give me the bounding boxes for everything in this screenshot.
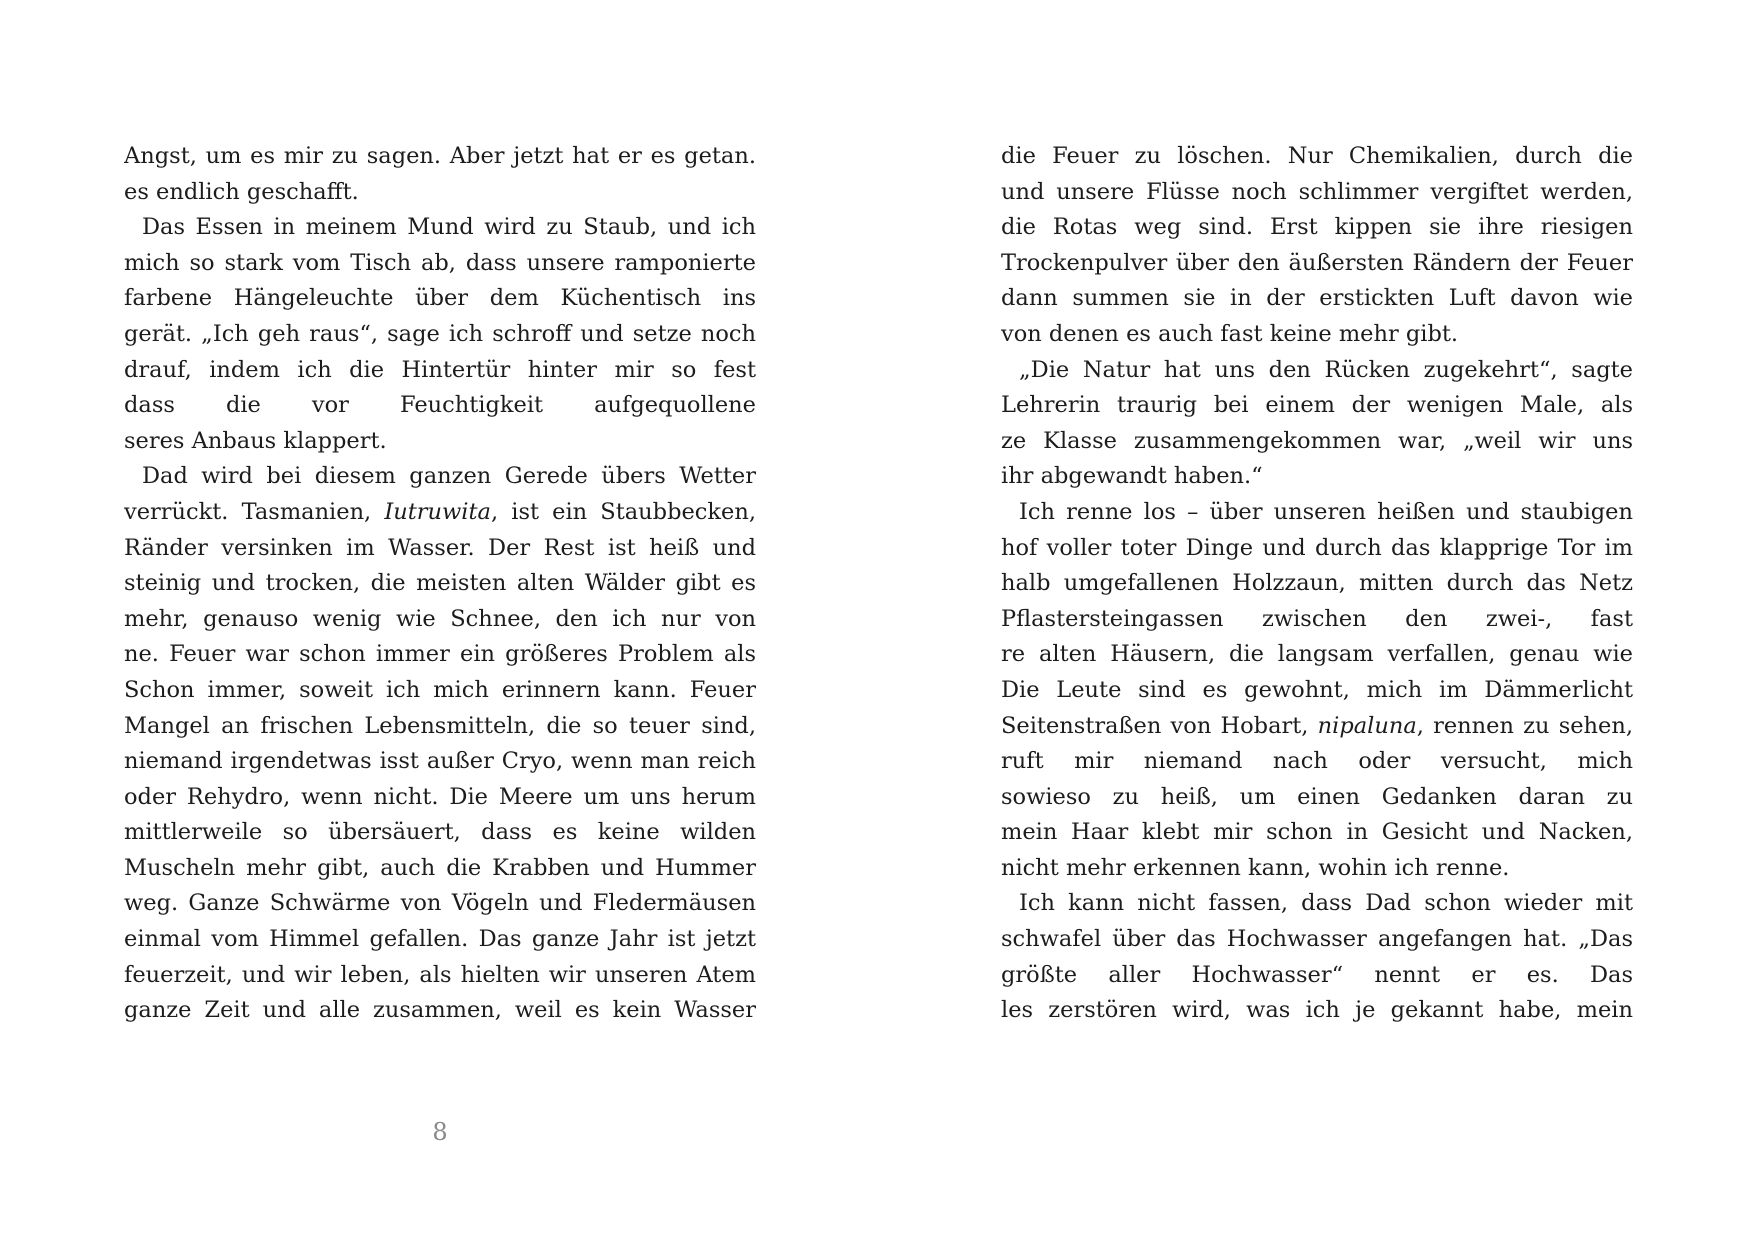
text-line: ganze Zeit und alle zusammen, weil es kein Wasser bbox=[124, 997, 756, 1024]
text-line: halb umgefallenen Holzzaun, mitten durch das Netz bbox=[1001, 570, 1633, 597]
text-line: Pflastersteingassen zwischen den zwei-, fast bbox=[1001, 605, 1633, 632]
text-line: verrückt. Tasmanien, Iutruwita, ist ein Staubbecken, bbox=[124, 498, 756, 525]
text-line: „Die Natur hat uns den Rücken zugekehrt“, sagte bbox=[1019, 356, 1633, 383]
text-line: weg. Ganze Schwärme von Vögeln und Fledermäusen bbox=[124, 890, 756, 917]
text-line: sowieso zu heiß, um einen Gedanken daran zu bbox=[1001, 783, 1633, 810]
text-line: dass die vor Feuchtigkeit aufgequollene bbox=[124, 392, 756, 419]
text-line: dann summen sie in der erstickten Luft davon wie bbox=[1001, 285, 1633, 312]
text-line: feuerzeit, und wir leben, als hielten wir unseren Atem bbox=[124, 961, 756, 988]
text-line: einmal vom Himmel gefallen. Das ganze Jahr ist jetzt bbox=[124, 926, 756, 953]
text-line: drauf, indem ich die Hintertür hinter mir so fest bbox=[124, 356, 756, 383]
text-line: gerät. „Ich geh raus“, sage ich schroff und setze noch bbox=[124, 320, 756, 347]
left-page-text bbox=[124, 139, 756, 1029]
right-page bbox=[874, 0, 1748, 1240]
text-line: schwafel über das Hochwasser angefangen hat. „Das bbox=[1001, 926, 1633, 953]
text-line: mein Haar klebt mir schon in Gesicht und Nacken, bbox=[1001, 819, 1633, 846]
text-line: seres Anbaus klappert. bbox=[124, 427, 387, 454]
text-line: re alten Häusern, die langsam verfallen, genau wie bbox=[1001, 641, 1633, 668]
right-page-text bbox=[1001, 139, 1633, 1029]
text-line: die Rotas weg sind. Erst kippen sie ihre riesigen bbox=[1001, 214, 1633, 241]
text-line: Dad wird bei diesem ganzen Gerede übers Wetter bbox=[142, 463, 756, 490]
text-line: hof voller toter Dinge und durch das klapprige Tor im bbox=[1001, 534, 1633, 561]
text-line: Schon immer, soweit ich mich erinnern kann. Feuer bbox=[124, 676, 756, 703]
text-line: von denen es auch fast keine mehr gibt. bbox=[1001, 320, 1459, 347]
text-line: ruft mir niemand nach oder versucht, mich bbox=[1001, 748, 1633, 775]
text-line: ze Klasse zusammengekommen war, „weil wir uns bbox=[1001, 427, 1633, 454]
text-line: Ränder versinken im Wasser. Der Rest ist heiß und bbox=[124, 534, 756, 561]
text-line: die Feuer zu löschen. Nur Chemikalien, durch die bbox=[1001, 143, 1633, 169]
text-line: ne. Feuer war schon immer ein größeres Problem als bbox=[124, 641, 756, 668]
text-line: Seitenstraßen von Hobart, nipaluna, rennen zu sehen, bbox=[1001, 712, 1633, 739]
text-line: Trockenpulver über den äußersten Rändern der Feuer bbox=[1001, 249, 1633, 276]
text-line: Mangel an frischen Lebensmitteln, die so teuer sind, bbox=[124, 712, 756, 739]
text-line: les zerstören wird, was ich je gekannt habe, mein bbox=[1001, 997, 1633, 1024]
text-line: mehr, genauso wenig wie Schnee, den ich nur von bbox=[124, 605, 756, 632]
text-line: Das Essen in meinem Mund wird zu Staub, und ich bbox=[142, 214, 756, 241]
text-line: Ich kann nicht fassen, dass Dad schon wieder mit bbox=[1019, 890, 1633, 917]
text-line: Lehrerin traurig bei einem der wenigen Male, als bbox=[1001, 392, 1633, 419]
text-line: steinig und trocken, die meisten alten Wälder gibt es bbox=[124, 570, 756, 597]
text-line: Angst, um es mir zu sagen. Aber jetzt hat er es getan. bbox=[124, 143, 756, 169]
text-line: Ich renne los – über unseren heißen und staubigen bbox=[1019, 498, 1633, 525]
text-line: und unsere Flüsse noch schlimmer vergiftet werden, bbox=[1001, 178, 1633, 205]
page-number-left: 8 bbox=[432, 1118, 448, 1146]
text-line: oder Rehydro, wenn nicht. Die Meere um uns herum bbox=[124, 783, 756, 810]
text-line: größte aller Hochwasser“ nennt er es. Das bbox=[1001, 961, 1633, 988]
text-line: ihr abgewandt haben.“ bbox=[1001, 463, 1263, 490]
text-line: nicht mehr erkennen kann, wohin ich renne. bbox=[1001, 854, 1510, 881]
text-line: niemand irgendetwas isst außer Cryo, wenn man reich bbox=[124, 748, 756, 775]
text-line: mittlerweile so übersäuert, dass es keine wilden bbox=[124, 819, 756, 846]
text-line: Muscheln mehr gibt, auch die Krabben und Hummer bbox=[124, 854, 756, 881]
text-line: es endlich geschafft. bbox=[124, 178, 359, 205]
text-line: Die Leute sind es gewohnt, mich im Dämmerlicht bbox=[1001, 676, 1633, 703]
text-line: farbene Hängeleuchte über dem Küchentisch ins bbox=[124, 285, 756, 312]
text-line: mich so stark vom Tisch ab, dass unsere ramponierte bbox=[124, 249, 756, 276]
